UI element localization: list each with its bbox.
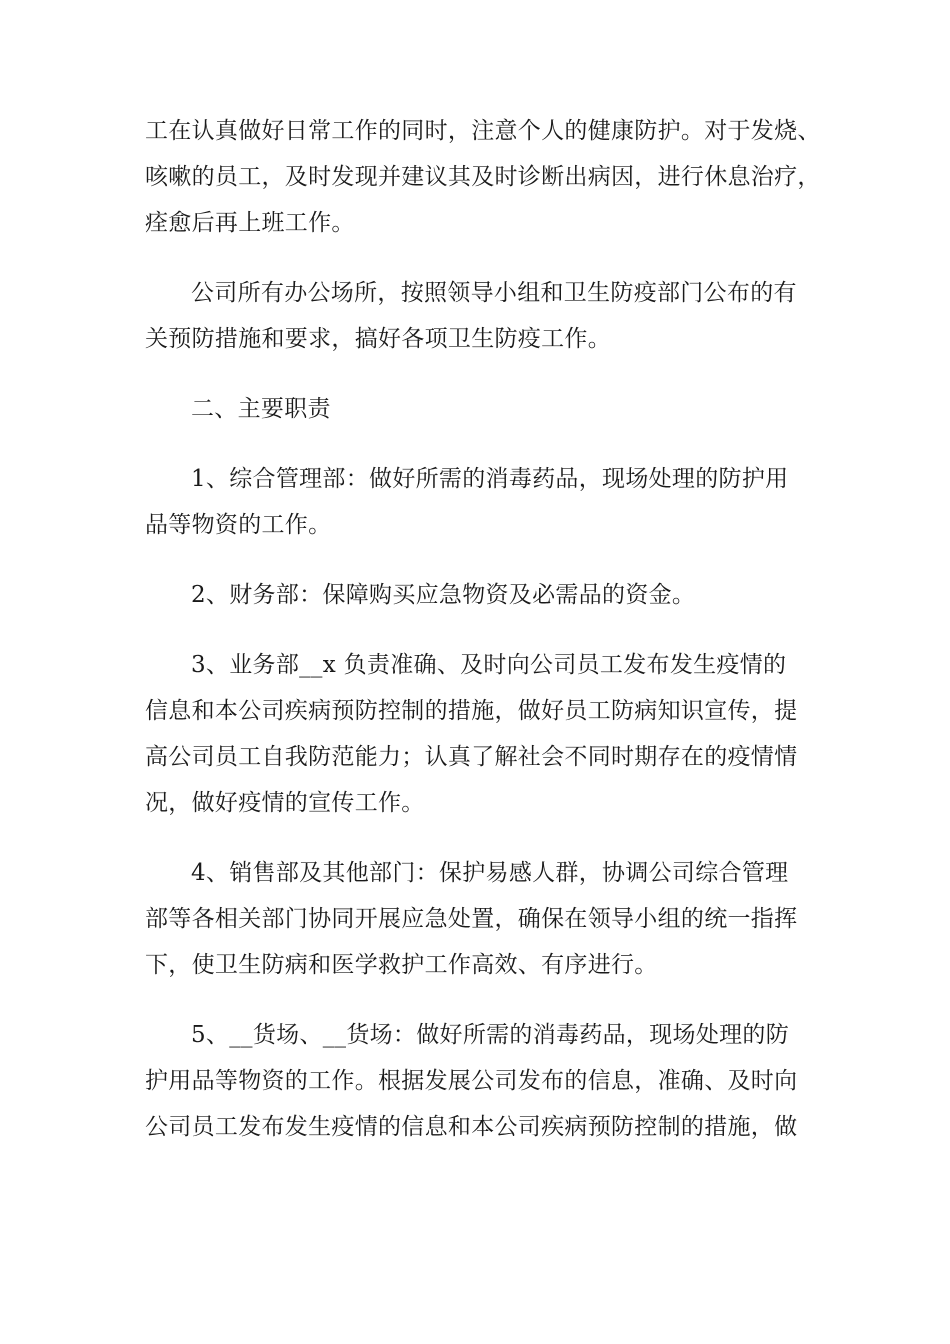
section-heading: 二、主要职责 — [191, 396, 331, 422]
text-line: 工在认真做好日常工作的同时，注意个人的健康防护。对于发烧、 — [145, 118, 821, 144]
paragraph-duty-5 — [145, 1012, 810, 1150]
text-line: 2、财务部：保障购买应急物资及必需品的资金。 — [191, 582, 696, 608]
text-line: 3、业务部__x 负责准确、及时向公司员工发布发生疫情的 — [191, 652, 787, 678]
paragraph-health-protection — [145, 108, 821, 246]
text-line: 公司所有办公场所，按照领导小组和卫生防疫部门公布的有 — [191, 280, 797, 306]
text-line: 咳嗽的员工，及时发现并建议其及时诊断出病因，进行休息治疗， — [145, 164, 821, 190]
text-line: 痊愈后再上班工作。 — [145, 210, 355, 236]
text-line: 关预防措施和要求，搞好各项卫生防疫工作。 — [145, 326, 611, 352]
text-line: 部等各相关部门协同开展应急处置，确保在领导小组的统一指挥 — [145, 906, 798, 932]
text-line: 况，做好疫情的宣传工作。 — [145, 790, 425, 816]
text-line: 1、综合管理部：做好所需的消毒药品，现场处理的防护用 — [191, 466, 789, 492]
text-line: 下，使卫生防病和医学救护工作高效、有序进行。 — [145, 952, 658, 978]
text-line: 信息和本公司疾病预防控制的措施，做好员工防病知识宣传，提 — [145, 698, 798, 724]
text-line: 护用品等物资的工作。根据发展公司发布的信息，准确、及时向 — [145, 1068, 798, 1094]
text-line: 高公司员工自我防范能力；认真了解社会不同时期存在的疫情情 — [145, 744, 798, 770]
document-body — [145, 108, 821, 1150]
section-heading-main-duties — [145, 386, 810, 432]
paragraph-duty-3 — [145, 642, 810, 826]
text-line: 公司员工发布发生疫情的信息和本公司疾病预防控制的措施，做 — [145, 1114, 798, 1140]
paragraph-office-measures — [145, 270, 810, 362]
text-line: 品等物资的工作。 — [145, 512, 332, 538]
paragraph-duty-4 — [145, 850, 810, 988]
text-line: 5、__货场、__货场：做好所需的消毒药品，现场处理的防 — [191, 1022, 790, 1048]
text-line: 4、销售部及其他部门：保护易感人群，协调公司综合管理 — [191, 860, 789, 886]
paragraph-duty-1 — [145, 456, 810, 548]
paragraph-duty-2 — [145, 572, 810, 618]
